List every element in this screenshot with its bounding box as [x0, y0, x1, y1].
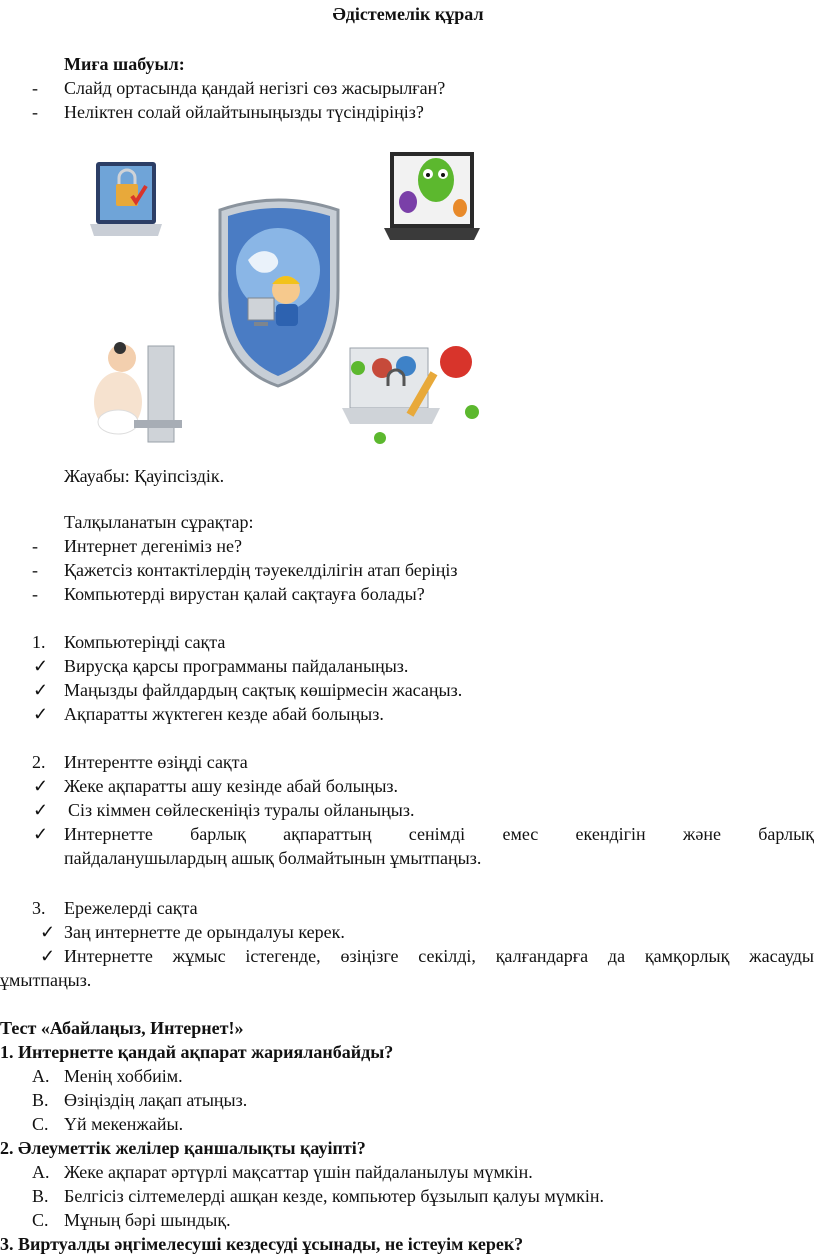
test-title: Тест «Абайлаңыз, Интернет!» — [0, 1018, 244, 1038]
checkmark-icon: ✓ — [33, 824, 49, 844]
laptop-key-icon — [342, 346, 479, 444]
checkmark-icon: ✓ — [33, 656, 49, 676]
laptop-lock-icon — [90, 162, 162, 236]
rule-item-continuation: ұмытпаңыз. — [0, 970, 92, 990]
test-question: 2. Әлеуметтік желілер қаншалықты қауіпті? — [0, 1138, 366, 1158]
test-question: 3. Виртуалды әңгімелесуші кездесуді ұсынады, не істеуім керек? — [0, 1234, 524, 1254]
rule-item-continuation: пайдаланушылардың ашық болмайтынын ұмытпаңыз. — [64, 848, 482, 868]
document-title: Әдістемелік құрал — [332, 4, 484, 24]
checkmark-icon: ✓ — [40, 946, 56, 966]
brainstorm-heading: Миға шабуыл: — [64, 54, 185, 74]
checkmark-icon: ✓ — [33, 776, 49, 796]
answer-text: Жауабы: Қауіпсіздік. — [64, 466, 225, 486]
checkmark-icon: ✓ — [40, 922, 56, 942]
security-illustration — [88, 150, 508, 450]
laptop-virus-icon — [384, 152, 480, 240]
shield-icon — [220, 200, 338, 386]
test-question: 1. Интернетте қандай ақпарат жарияланбайды? — [0, 1042, 394, 1062]
checkmark-icon: ✓ — [33, 800, 49, 820]
checkmark-icon: ✓ — [33, 680, 49, 700]
checkmark-icon: ✓ — [33, 704, 49, 724]
discussion-heading: Талқыланатын сұрақтар: — [64, 512, 254, 532]
baby-computer-icon — [94, 342, 182, 442]
